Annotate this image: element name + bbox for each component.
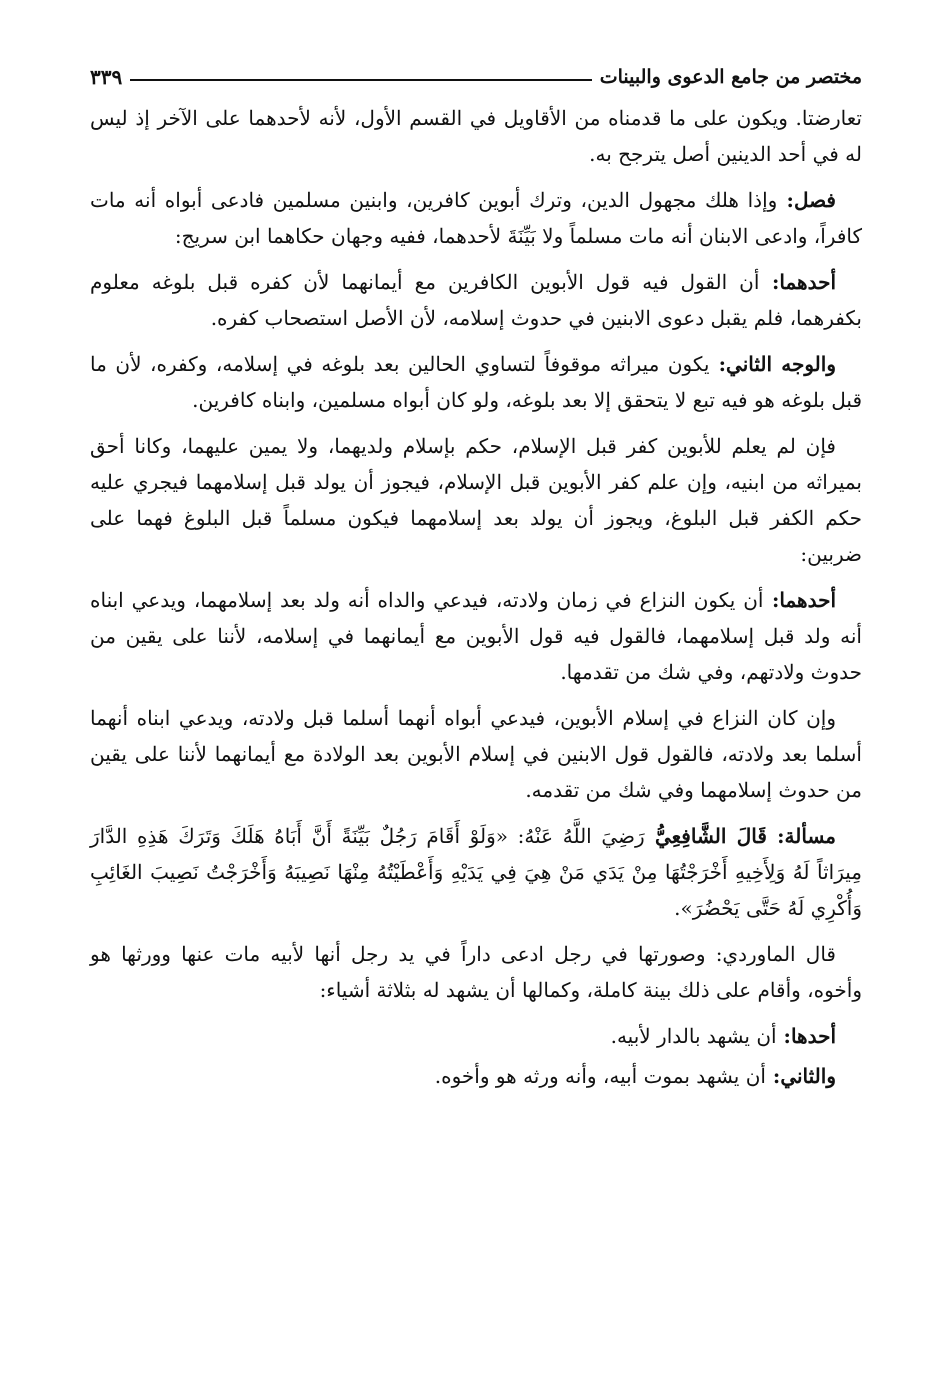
paragraph-lead: والثاني: [765, 1064, 836, 1088]
document-page [90, 60, 862, 1098]
running-header [90, 60, 862, 94]
paragraph [90, 1018, 862, 1054]
book-title: مختصر من جامع الدعوى والبينات [599, 66, 862, 88]
paragraph-text: فإن لم يعلم للأبوين كفر قبل الإسلام، حكم بإسلام ولديهما، ولا يمين عليهما، وكانا أحق بميراثه من ابنيه، وإن علم كفر الأبوين قبل الإسلام، فيجوز أن يولد قبل إسلامهما فيجري عليه حكم الكفر قبل البلوغ، ويجوز أن يولد بعد إسلامهما فيكون مسلماً قبل البلوغ فهما على ضربين: [90, 434, 862, 566]
paragraph-lead: أحدهما: [759, 270, 836, 294]
quoted-text: رَضِيَ اللَّهُ عَنْهُ: «وَلَوْ أَقَامَ رَجُلٌ بَيِّنَةً أَنَّ أَبَاهُ هَلَكَ وَتَرَكَ هَذِهِ الدَّارَ مِيرَاثاً لَهُ وَلِأَخِيهِ أَخْرَجْتُهَا مِنْ يَدَي مَنْ هِيَ فِي يَدَيْهِ وَأَعْطَيْتُهُ مِنْهَا نَصِيبَهُ وَأَخْرَجْتُ نَصِيبَ الغَائِبِ وَأُكْرِي لَهُ حَتَّى يَحْضُرَ». [90, 824, 862, 920]
paragraph-text: وإن كان النزاع في إسلام الأبوين، فيدعي أبواه أنهما أسلما قبل ولادته، ويدعي ابناه أنهما أسلما بعد ولادته، فالقول قول الابنين في إسلام الأبوين بعد الولادة مع أيمانهما لأننا على يقين من حدوث إسلامهما وفي شك من تقدمه. [90, 706, 862, 802]
paragraph [90, 264, 862, 336]
paragraph [90, 700, 862, 808]
paragraph [90, 582, 862, 690]
paragraph-lead: والوجه الثاني: [709, 352, 836, 376]
paragraph [90, 100, 862, 172]
paragraph-text: يكون ميراثه موقوفاً لتساوي الحالين بعد بلوغه في إسلامه، وكفره، لأن ما قبل بلوغه هو فيه تبع لا يتحقق إلا بعد بلوغه، ولو كان أبواه مسلمين، وابناه كافرين. [90, 352, 862, 412]
paragraph [90, 428, 862, 572]
paragraph-text: أن يشهد بموت أبيه، وأنه ورثه هو وأخوه. [434, 1064, 766, 1088]
paragraph-text: أن القول فيه قول الأبوين الكافرين مع أيمانهما لأن كفره قبل بلوغه معلوم بكفرهما، فلم يقبل دعوى الابنين في حدوث إسلامه، لأن الأصل استصحاب كفره. [90, 270, 862, 330]
paragraph-text: أن يشهد بالدار لأبيه. [610, 1024, 777, 1048]
header-rule [130, 79, 592, 81]
paragraph-text: قال الماوردي: وصورتها في رجل ادعى داراً في يد رجل أنها لأبيه مات عنها وورثها هو وأخوه، وأقام على ذلك بينة كاملة، وكمالها أن يشهد له بثلاثة أشياء: [90, 942, 862, 1002]
paragraph [90, 182, 862, 254]
paragraph-text: أن يكون النزاع في زمان ولادته، فيدعي والداه أنه ولد بعد إسلامهما، ويدعي ابناه أنه ولد قبل إسلامهما، فالقول فيه قول الأبوين مع أيمانهما في إسلامه، لأننا على يقين من حدوث ولادتهم، وفي شك من تقدمها. [90, 588, 862, 684]
paragraph [90, 1058, 862, 1094]
page-number: ٣٣٩ [90, 65, 123, 89]
paragraph [90, 818, 862, 926]
paragraph-text: وإذا هلك مجهول الدين، وترك أبوين كافرين، وابنين مسلمين فادعى أبواه أنه مات كافراً، وادعى الابنان أنه مات مسلماً ولا بَيِّنَةَ لأحدهما، ففيه وجهان حكاهما ابن سريج: [90, 188, 862, 248]
paragraph-lead: مسألة: قَالَ الشَّافِعِيُّ [644, 824, 836, 848]
paragraph-lead: أحدها: [776, 1024, 836, 1048]
paragraph [90, 936, 862, 1008]
paragraph [90, 346, 862, 418]
paragraph-lead: أحدهما: [763, 588, 837, 612]
paragraph-text: تعارضتا. ويكون على ما قدمناه من الأقاويل في القسم الأول، لأنه لأحدهما على الآخر إذ ليس له في أحد الدينين أصل يترجح به. [90, 106, 862, 166]
paragraph-lead: فصل: [777, 188, 836, 212]
